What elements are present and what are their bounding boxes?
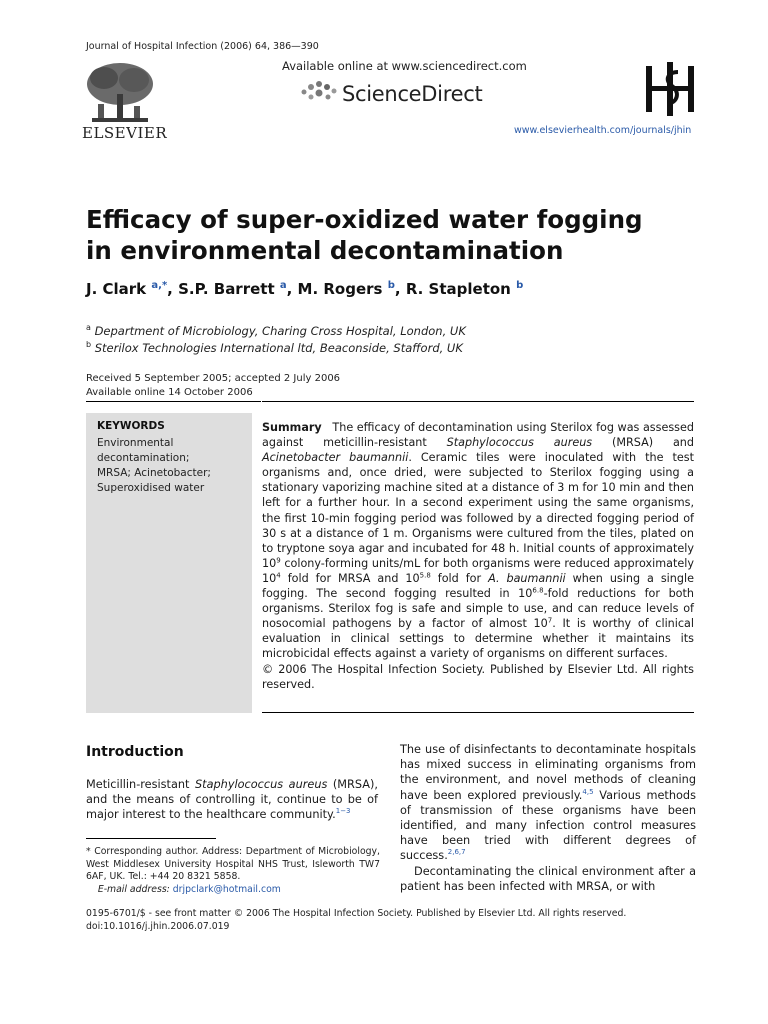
summary-text: -fold reductions for both organisms. Sterilox fog is safe and simple to use, and can reduce levels of nosocomial pathogens by a factor of almost 10 <box>262 587 694 631</box>
abstract-summary <box>262 420 694 692</box>
summary-text: fold for MRSA and 10 <box>280 571 420 585</box>
summary-exponent: 7 <box>547 616 553 625</box>
doi-line: doi:10.1016/j.jhin.2006.07.019 <box>86 921 230 932</box>
summary-italic: Acinetobacter baumannii <box>262 451 409 465</box>
divider <box>86 401 261 402</box>
affiliation <box>86 340 463 355</box>
summary-text: colony-forming units/mL for both organisms were reduced approximately 10 <box>262 556 694 585</box>
summary-text: . It is worthy of clinical evaluation in clinical settings to determine whether it maintains its microbicidal effects against a variety of organisms on different surfaces. <box>262 617 694 661</box>
body-text: The use of disinfectants to decontaminate hospitals has mixed success in eliminating organisms from the environment, and novel methods of cleaning have been explored previously. <box>400 743 696 802</box>
body-text: (MRSA), and the means of controlling it, continue to be of major interest to the healthcare community. <box>86 778 378 822</box>
paragraph <box>400 742 696 864</box>
title-line-1: Efficacy of super-oxidized water fogging <box>86 205 643 234</box>
body-italic: Staphylococcus aureus <box>194 778 328 791</box>
summary-exponent: 9 <box>276 556 281 565</box>
keywords-heading: KEYWORDS <box>97 420 165 432</box>
affiliation <box>86 323 466 338</box>
introduction-right-column <box>400 742 696 894</box>
introduction-left-column <box>86 777 378 823</box>
body-text: Various methods of transmission of these organisms have been identified, and many infection control measures have been tried with different degrees of success. <box>400 788 696 863</box>
author-list: J. Clark $^{a,*}$, S.P. Barrett $^a$, M. Rogers $^b$, R. Stapleton $^b$ <box>86 280 524 298</box>
keyword: Superoxidised water <box>97 482 205 494</box>
summary-exponent: 5.8 <box>419 571 431 580</box>
summary-exponent: 4 <box>276 571 281 580</box>
sciencedirect-dots-icon <box>298 78 338 104</box>
email-link[interactable]: drjpclark@hotmail.com <box>172 883 281 895</box>
body-text: Decontaminating the clinical environment after a patient has been infected with MRSA, or with <box>400 864 696 893</box>
summary-copyright: © 2006 The Hospital Infection Society. Published by Elsevier Ltd. All rights reserved. <box>262 662 694 691</box>
affiliation-text: Department of Microbiology, Charing Cross Hospital, London, UK <box>94 323 466 338</box>
affiliation-mark: b <box>86 340 92 349</box>
sciencedirect-wordmark: ScienceDirect <box>342 82 483 106</box>
summary-text: The efficacy of decontamination using Sterilox fog was assessed against meticillin-resistant <box>262 421 694 450</box>
journal-reference: Journal of Hospital Infection (2006) 64, 386—390 <box>86 41 319 52</box>
hospital-infection-society-logo <box>644 60 696 118</box>
summary-text: (MRSA) and <box>592 436 694 450</box>
footnote-text: * Corresponding author. Address: Department of Microbiology, West Middlesex University Hospital NHS Trust, Isleworth TW7 6AF, UK. Tel.: +44 20 8321 5858. <box>86 846 380 883</box>
body-text: Meticillin-resistant <box>86 778 195 791</box>
issn-copyright-line: 0195-6701/$ - see front matter © 2006 The Hospital Infection Society. Published by Elsevier Ltd. All rights reserved. <box>86 908 627 919</box>
footnote-divider <box>86 838 216 839</box>
article-title <box>86 204 706 266</box>
summary-text: . Ceramic tiles were inoculated with the test organisms and, once dried, were subjected to Sterilox fogging using a stationary vaporizing machine sited at a distance of 3 m for 10 min and then left for a further hour. In a second experiment using the same organisms, the first 10-min fogging period was followed by a directed fogging period of 30 s at a distance of 1 m. Organisms were cultured from the tiles, plated on to tryptone soya agar and incubated for 48 h. Initial counts of approximately 10 <box>262 451 694 570</box>
email-label: E-mail address: <box>97 883 170 895</box>
summary-italic: Staphylococcus aureus <box>446 436 593 450</box>
summary-label: Summary <box>262 421 322 434</box>
author-affiliation-mark[interactable]: b <box>516 280 524 291</box>
summary-text: fold for <box>430 571 489 585</box>
affiliation-mark: a <box>86 323 91 332</box>
author-name: S.P. Barrett <box>178 280 275 298</box>
keyword: Environmental <box>97 437 174 449</box>
available-date: Available online 14 October 2006 <box>86 387 253 398</box>
available-online-notice: Available online at www.sciencedirect.com <box>282 59 527 73</box>
author-affiliation-mark[interactable]: a,* <box>151 280 168 291</box>
author-affiliation-mark[interactable]: b <box>387 280 395 291</box>
summary-exponent: 6.8 <box>532 586 544 595</box>
keyword: MRSA; Acinetobacter; <box>97 467 211 479</box>
affiliation-text: Sterilox Technologies International ltd, Beaconside, Stafford, UK <box>94 340 463 355</box>
author-affiliation-mark[interactable]: a <box>279 280 287 291</box>
author-name: R. Stapleton <box>405 280 511 298</box>
corresponding-author-footnote <box>86 846 380 896</box>
received-date: Received 5 September 2005; accepted 2 July 2006 <box>86 373 341 384</box>
author-name: M. Rogers <box>297 280 383 298</box>
elsevier-tree-logo <box>84 60 156 126</box>
section-heading-introduction: Introduction <box>86 744 184 760</box>
summary-text: when using a single fogging. The second fogging resulted in 10 <box>262 571 694 601</box>
summary-italic: A. baumannii <box>488 571 566 585</box>
citation-link[interactable]: 4,5 <box>582 787 594 796</box>
title-line-2: in environmental decontamination <box>86 236 564 265</box>
paragraph <box>400 864 696 894</box>
divider <box>262 401 694 402</box>
divider <box>262 712 694 713</box>
journal-homepage-link[interactable]: www.elsevierhealth.com/journals/jhin <box>514 125 692 136</box>
keyword: decontamination; <box>97 452 190 464</box>
publisher-name: ELSEVIER <box>82 124 168 142</box>
citation-link[interactable]: 2,6,7 <box>447 848 466 857</box>
citation-link[interactable]: 1−3 <box>335 807 351 816</box>
author-name: J. Clark <box>86 280 147 298</box>
